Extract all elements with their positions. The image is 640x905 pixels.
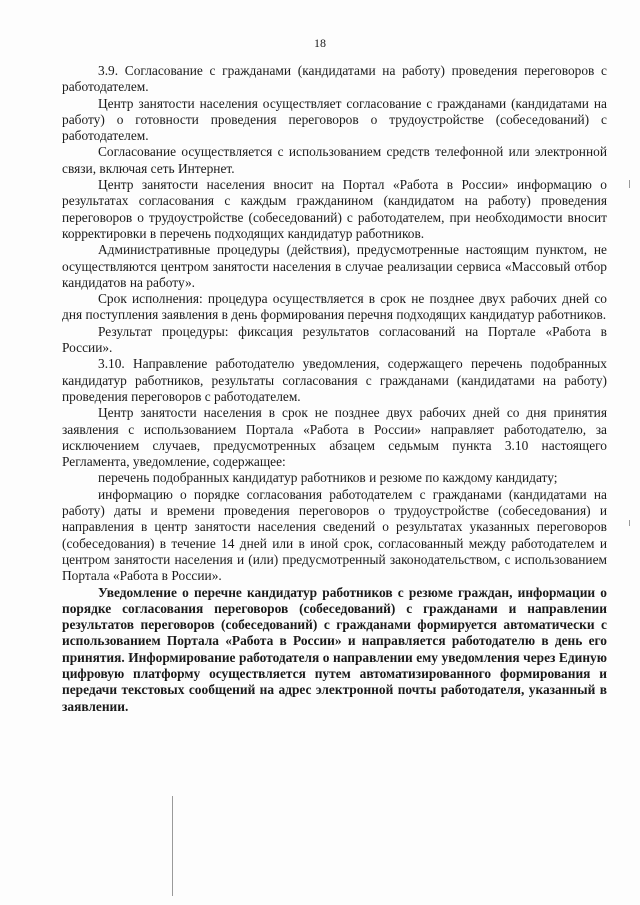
paragraph: Срок исполнения: процедура осуществляется в срок не позднее двух рабочих дней со дня поступления заявления в день формирования перечня подходящих кандидатур работников. (62, 291, 607, 323)
paragraph-3-10-heading: 3.10. Направление работодателю уведомления, содержащего перечень подобранных кандидатур работников, результаты согласования с гражданами (кандидатами на работу) проведения переговоров с работодателем. (62, 356, 607, 404)
paragraph: Центр занятости населения в срок не позднее двух рабочих дней со дня принятия заявления с использованием Портала «Работа в России» направляет работодателю, за исключением случаев, предусмотренных абзацем седьмым пункта 3.10 настоящего Регламента, уведомление, содержащее: (62, 405, 607, 470)
document-body (62, 63, 607, 715)
paragraph: Центр занятости населения осуществляет согласование с гражданами (кандидатами на работу) о готовности проведения переговоров о трудоустройстве (собеседований) с работодателем. (62, 95, 607, 144)
list-item: перечень подобранных кандидатур работников и резюме по каждому кандидату; (98, 470, 558, 486)
paragraph-3-9-heading: 3.9. Согласование с гражданами (кандидатами на работу) проведения переговоров с работодателем. (62, 63, 607, 95)
list-item: информацию о порядке согласования работодателем с гражданами (кандидатами на работу) даты и времени проведения переговоров о трудоустройстве (собеседования) и направления в центр занятости населения сведений о результатах указанных переговоров (собеседования) в течение 14 дней или в иной срок, согласованный между работодателем и центром занятости населения и (или) предусмотренный законодательством, с использованием Портала «Работа в России». (62, 486, 607, 584)
scan-mark (629, 180, 630, 188)
paragraph: Центр занятости населения вносит на Портал «Работа в России» информацию о результатах согласования с каждым гражданином (кандидатом на работу) проведения переговоров о трудоустройстве (собеседований) с работодателем, при необходимости вносит корректировки в перечень подходящих кандидатур работников. (62, 177, 607, 241)
page-number: 18 (314, 36, 326, 50)
scan-mark (172, 796, 173, 896)
paragraph: Уведомление о перечне кандидатур работников с резюме граждан, информации о порядке согласования переговоров (собеседований) с гражданами и направлении результатов переговоров (собеседований) с гражданами формируется автоматически с использованием Портала «Работа в России» и направляется работодателю в день его принятия. Информирование работодателя о направлении ему уведомления через Единую цифровую платформу осуществляется путем автоматизированного формирования и передачи текстовых сообщений на адрес электронной почты работодателя, указанный в заявлении. (62, 584, 607, 714)
paragraph: Результат процедуры: фиксация результатов согласований на Портале «Работа в России». (62, 323, 607, 356)
paragraph: Согласование осуществляется с использованием средств телефонной или электронной связи, включая сеть Интернет. (62, 144, 607, 176)
paragraph: Административные процедуры (действия), предусмотренные настоящим пунктом, не осуществляются центром занятости населения в случае реализации сервиса «Массовый отбор кандидатов на работу». (62, 242, 607, 290)
scan-mark (629, 520, 630, 526)
